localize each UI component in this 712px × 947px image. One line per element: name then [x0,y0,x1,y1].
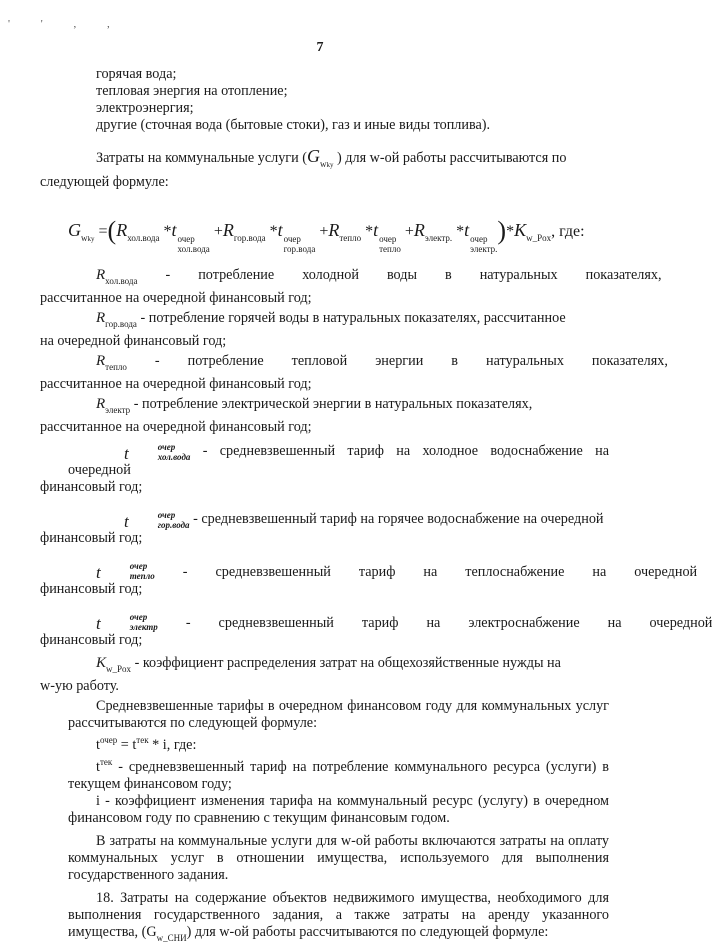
p18-sub: w_СНИ [156,933,187,943]
def-word: на [607,615,622,631]
definition-r-cold [40,267,662,307]
def-text: - потребление горячей воды в натуральных показателях, рассчитанное [140,310,566,326]
formula-r-sub: электр. [424,233,453,243]
definition-i: i - коэффициент изменения тарифа на коммунальный ресурс (услугу) в очередном финансовом году по сравнению с текущим финансовым годом. [68,793,609,826]
def-word: воды [386,267,417,283]
def-symbol-sub: электр [105,405,131,415]
def-word: потребление [198,267,275,283]
list-item: другие (сточная вода (бытовые стоки), газ и иные виды топлива). [96,117,491,133]
formula-r-sub: тепло [339,233,362,243]
def-word: - [154,353,160,369]
def-word: в [444,267,452,283]
formula-t-sub: хол.вода [177,244,210,254]
intro-text: Затраты на коммунальные услуги ( [96,150,307,166]
def-symbol-sub: гор.вода [105,319,137,329]
intro-symbol-sub: w [319,159,327,169]
def-t-sup: очер [157,510,176,520]
definition-t-heat: t очер тепло - средневзвешенный тариф на теплоснабжение на очередной финансовый год; [40,561,698,597]
def-symbol: K [96,655,107,671]
def-word: - [182,564,188,580]
def-word: средневзвешенный [215,564,331,580]
def-word: тепловой [291,353,348,369]
def-symbol: R [96,396,106,412]
def-t-sup: очер [129,612,148,622]
def-line2: w-ую работу. [40,678,119,694]
intro-text-after: ) для w-ой работы рассчитываются по [337,150,567,166]
def-line2: рассчитанное на очередной финансовый год; [40,376,312,392]
def-word: натуральных [479,267,558,283]
formula-lhs-sub: w [81,233,88,243]
list-item: тепловая энергия на отопление; [96,83,288,99]
def-ttek-sup: тек [99,757,113,767]
p18-text: 18. Затраты на содержание объектов недвижимого имущества, необходимого для выполнения государственного задания, а также затраты на аренду указанного имущества, (G [68,890,609,940]
def-text: - средневзвешенный тариф на холодное водоснабжение на очередной [68,443,609,478]
definition-r-elec [40,396,609,436]
formula-t-sup: очер [470,234,488,244]
def-t-sub: тепло [129,571,155,581]
list-item: горячая вода; [96,66,177,82]
def-symbol: R [96,267,106,283]
def-word: на [423,564,438,580]
def-word: теплоснабжение [465,564,565,580]
formula-r-sub: гор.вода [233,233,266,243]
definition-r-heat [40,353,668,393]
definition-t-cold: t очер хол.вода - средневзвешенный тариф на холодное водоснабжение на очередной финансовый год; [40,442,609,495]
tariff-formula-t: t [96,737,100,753]
def-text: - средневзвешенный тариф на потребление коммунального ресурса (услуги) в текущем финансовом году; [68,759,609,792]
def-word: средневзвешенный [218,615,334,631]
intro-symbol: G [306,146,320,166]
def-line2: финансовый год; [40,479,143,495]
intro-symbol-subsub: ky [326,161,334,169]
def-ttek-symbol: t [96,759,100,775]
p18-tail: ) для w-ой работы рассчитываются по следующей формуле: [186,924,549,940]
definition-k [40,655,609,695]
formula-lhs: G [68,220,81,240]
formula-eq: = [98,223,108,240]
def-line2: финансовый год; [40,530,143,546]
def-line2: рассчитанное на очередной финансовый год; [40,419,312,435]
cost-formula: $G_{wky} =(R_{хол.вода}$ *t очер хол.вода $+R_{гор.вода}$ *t очер гор.вода $+R_{тепло}$ *t очер тепло $+R_{электр.}$ *t очер электр. )$*K_{w\_Pox}$, где: [68,216,585,254]
def-symbol-sub: тепло [105,362,127,372]
formula-t-sub: гор.вода [283,244,316,254]
def-word: тариф [358,564,396,580]
def-t-sup: очер [129,561,148,571]
definition-r-hot [40,310,609,350]
definition-t-hot: t очер гор.вода - средневзвешенный тариф на горячее водоснабжение на очередной финансовый год; [68,510,609,547]
def-text: - потребление электрической энергии в натуральных показателях, [133,396,533,412]
def-word: на [426,615,441,631]
def-word: очередной [634,564,698,580]
def-line2: на очередной финансовый год; [40,333,227,349]
intro-line2: следующей формуле: [40,174,169,190]
page-number: 7 [316,40,324,55]
def-word: - [165,267,171,283]
page-content [40,66,712,947]
list-item: электроэнергия; [96,100,194,116]
def-line2: рассчитанное на очередной финансовый год; [40,290,312,306]
def-line2: финансовый год; [40,581,143,597]
def-word: показателях, [591,353,668,369]
tariff-formula-eq: = t [117,737,137,753]
def-word: очередной [649,615,712,631]
def-symbol: R [96,310,106,326]
def-t-sub: гор.вода [157,520,190,530]
def-line2: финансовый год; [40,632,143,648]
def-word: в [451,353,458,369]
tariffs-paragraph: Средневзвешенные тарифы в очередном финансовом году для коммунальных услуг рассчитываются по следующей формуле: [68,698,609,731]
formula-t-sub: тепло [379,244,401,254]
definition-t-tek [68,754,609,793]
def-word: натуральных [486,353,564,369]
def-symbol-sub: w_Pox [106,664,132,674]
def-word: холодной [302,267,359,283]
intro-paragraph [40,146,609,191]
def-word: - [185,615,191,631]
paragraph-18 [68,890,609,947]
def-word: электроснабжение [468,615,580,631]
formula-t-sub: электр. [470,244,498,254]
def-text: - коэффициент распределения затрат на общехозяйственные нужды на [134,655,561,671]
formula-t-sup: очер [379,234,397,244]
tariff-formula [68,732,609,754]
formula-r-sub: хол.вода [127,233,160,243]
def-t-sub: электр [129,622,158,632]
formula-k-sub: w_Pox [526,233,552,243]
def-word: на [592,564,607,580]
definition-t-elec: t очер электр - средневзвешенный тариф на электроснабжение на очередной финансовый год; [40,612,712,648]
def-t-sup: очер [157,442,176,452]
def-symbol-sub: хол.вода [105,276,138,286]
scan-marks: ' ' , , [8,18,124,30]
formula-lhs-subsub: ky [87,235,95,243]
tariff-formula-t-sup: очер [99,735,118,745]
def-symbol: R [96,353,106,369]
def-word: потребление [187,353,264,369]
tariff-formula-rest: * i, где: [148,737,197,753]
def-t-sub: хол.вода [157,452,191,462]
def-word: энергии [375,353,424,369]
def-word: показателях, [585,267,662,283]
tariff-formula-tek-sup: тек [136,735,149,745]
formula-tail: , где: [551,223,585,240]
def-text: - средневзвешенный тариф на горячее водоснабжение на очередной [193,511,604,527]
formula-t-sup: очер [177,234,195,244]
include-paragraph: В затраты на коммунальные услуги для w-ой работы включаются затраты на оплату коммунальных услуг в отношении имущества, используемого для выполнения государственного задания. [68,833,609,883]
def-word: тариф [361,615,399,631]
formula-t-sup: очер [283,234,301,244]
